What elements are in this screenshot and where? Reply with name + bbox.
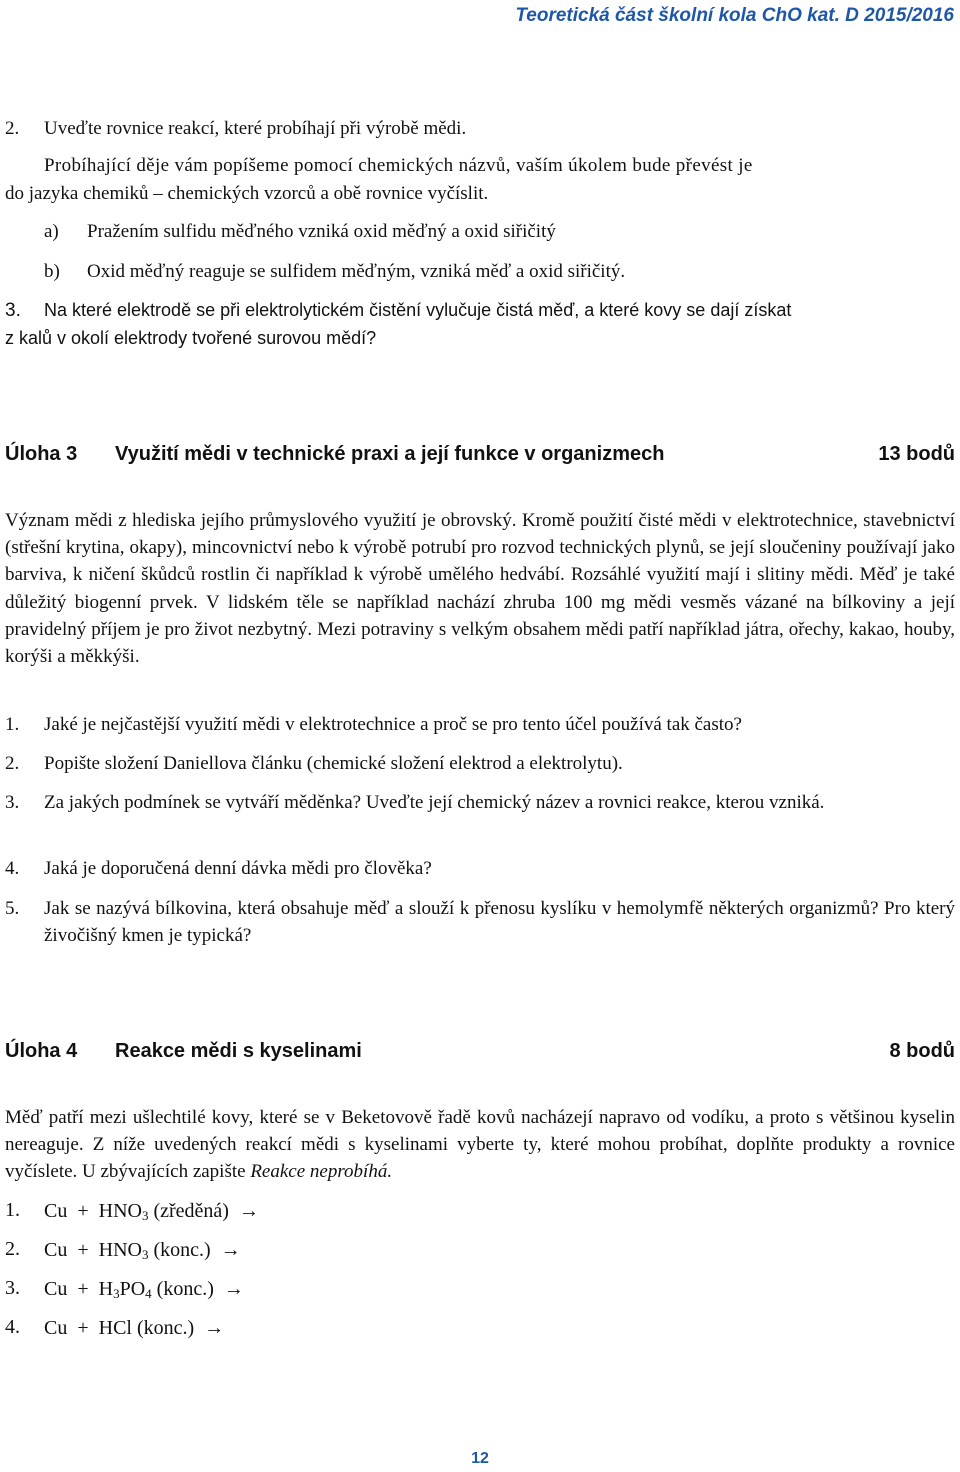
formula-subscript: 4 <box>145 1286 152 1301</box>
task-points: 8 bodů <box>889 1040 955 1062</box>
question-text: Uveďte rovnice reakcí, které probíhají při výrobě mědi. <box>44 118 467 139</box>
question-number: 2. <box>5 753 20 774</box>
reaction-condition: (konc.) <box>156 1278 214 1300</box>
question-number: 2. <box>5 118 20 139</box>
reaction-number: 2. <box>5 1238 20 1260</box>
question-number: 3. <box>5 792 20 813</box>
reaction-condition: (konc.) <box>136 1317 195 1339</box>
plus-sign: + <box>77 1200 89 1222</box>
task-title: Využití mědi v technické praxi a její funkce v organizmech <box>115 443 665 465</box>
reaction-number: 3. <box>5 1277 20 1299</box>
reaction-condition: (zředěná) <box>153 1200 229 1222</box>
task-paragraph: Význam mědi z hlediska jejího průmyslového využití je obrovský. Kromě použití čisté mědi v elektrotechnice, stavebnictví (střešní krytina, okapy), mincovnictví nebo k výrobě potrubí pro rozvod technických plynů, se její sloučeniny používají jako barviva, k ničení škůdců rostlin či například k výrobě umělého hedvábí. Rozsáhlé využití mají i slitiny mědi. Měď je také důležitý biogenní prvek. V lidském těle se například nachází zhruba 100 mg mědi vesměs vázané na bílkoviny a její pravidelný příjem je pro život nezbytný. Mezi potraviny s velkým obsahem mědi patří například játra, ořechy, kakao, houby, korýši a měkkýši. <box>5 510 955 668</box>
question-number: 3. <box>5 300 21 321</box>
reaction-number: 1. <box>5 1199 20 1221</box>
reaction-arrow: → <box>223 1278 244 1300</box>
acid-formula: H <box>98 1278 114 1300</box>
reaction-equation <box>44 1236 241 1264</box>
running-header: Teoretická část školní kola ChO kat. D 2015/2016 <box>515 5 954 26</box>
task-paragraph <box>5 1104 955 1186</box>
question-text: Za jakých podmínek se vytváří měděnka? Uveďte její chemický název a rovnici reakce, kterou vzniká. <box>44 792 825 813</box>
task-label: Úloha 3 <box>5 443 78 465</box>
question-number: 1. <box>5 714 20 735</box>
task-label: Úloha 4 <box>5 1040 78 1062</box>
task-paragraph-text: Měď patří mezi ušlechtilé kovy, které se v Beketovově řadě kovů nacházejí napravo od vodíku, a proto s většinou kyselin nereaguje. Z níže uvedených reakcí mědi s kyselinami vyberte ty, které mohou probíhat, doplňte produkty a rovnice vyčíslete. U zbývajících zapište <box>5 1107 955 1183</box>
acid-formula: HNO <box>98 1200 142 1222</box>
instruction-line: Probíhající děje vám popíšeme pomocí chemických názvů, vaším úkolem bude převést je <box>44 155 753 176</box>
task-title: Reakce mědi s kyselinami <box>115 1040 362 1062</box>
instruction-line: do jazyka chemiků – chemických vzorců a obě rovnice vyčíslit. <box>5 183 489 204</box>
reaction-number: 4. <box>5 1316 20 1338</box>
reactant-copper: Cu <box>44 1239 68 1261</box>
formula-subscript: 3 <box>141 1247 149 1262</box>
acid-formula: HCl <box>98 1317 132 1339</box>
reactant-copper: Cu <box>44 1317 68 1339</box>
question-text: Jaká je doporučená denní dávka mědi pro člověka? <box>44 858 432 879</box>
reaction-equation <box>44 1197 259 1225</box>
question-text: Na které elektrodě se při elektrolytickém čistění vylučuje čistá měď, a které kovy se dají získat <box>44 300 792 320</box>
reactant-copper: Cu <box>44 1200 68 1222</box>
subitem-label: a) <box>44 221 59 242</box>
plus-sign: + <box>77 1317 89 1339</box>
question-text: Jaké je nejčastější využití mědi v elektrotechnice a proč se pro tento účel používá tak často? <box>44 714 742 735</box>
page-number: 12 <box>471 1450 489 1467</box>
reaction-arrow: → <box>220 1239 241 1261</box>
plus-sign: + <box>77 1278 89 1300</box>
subitem-label: b) <box>44 261 60 282</box>
reaction-arrow: → <box>238 1200 259 1222</box>
question-text: Jak se nazývá bílkovina, která obsahuje měď a slouží k přenosu kyslíku v hemolymfě některých organizmů? Pro který živočišný kmen je typická? <box>44 898 955 946</box>
reaction-condition: (konc.) <box>153 1239 211 1261</box>
question-text: Popište složení Daniellova článku (chemické složení elektrod a elektrolytu). <box>44 753 623 774</box>
subitem-text: Oxid měďný reaguje se sulfidem měďným, vzniká měď a oxid siřičitý. <box>87 261 626 282</box>
subitem-text: Pražením sulfidu měďného vzniká oxid měďný a oxid siřičitý <box>87 221 556 242</box>
reactant-copper: Cu <box>44 1278 68 1300</box>
reaction-equation <box>44 1314 224 1342</box>
formula-subscript: 3 <box>141 1208 149 1223</box>
reaction-equation <box>44 1275 244 1303</box>
acid-formula: HNO <box>98 1239 142 1261</box>
reaction-arrow: → <box>204 1317 225 1339</box>
question-number: 4. <box>5 858 20 879</box>
acid-formula: PO <box>119 1278 146 1300</box>
question-text: z kalů v okolí elektrody tvořené surovou mědí? <box>5 328 377 348</box>
plus-sign: + <box>77 1239 89 1261</box>
formula-subscript: 3 <box>113 1286 120 1301</box>
task-paragraph-italic: Reakce neprobíhá. <box>250 1161 393 1183</box>
task-points: 13 bodů <box>878 443 955 465</box>
question-number: 5. <box>5 898 20 919</box>
